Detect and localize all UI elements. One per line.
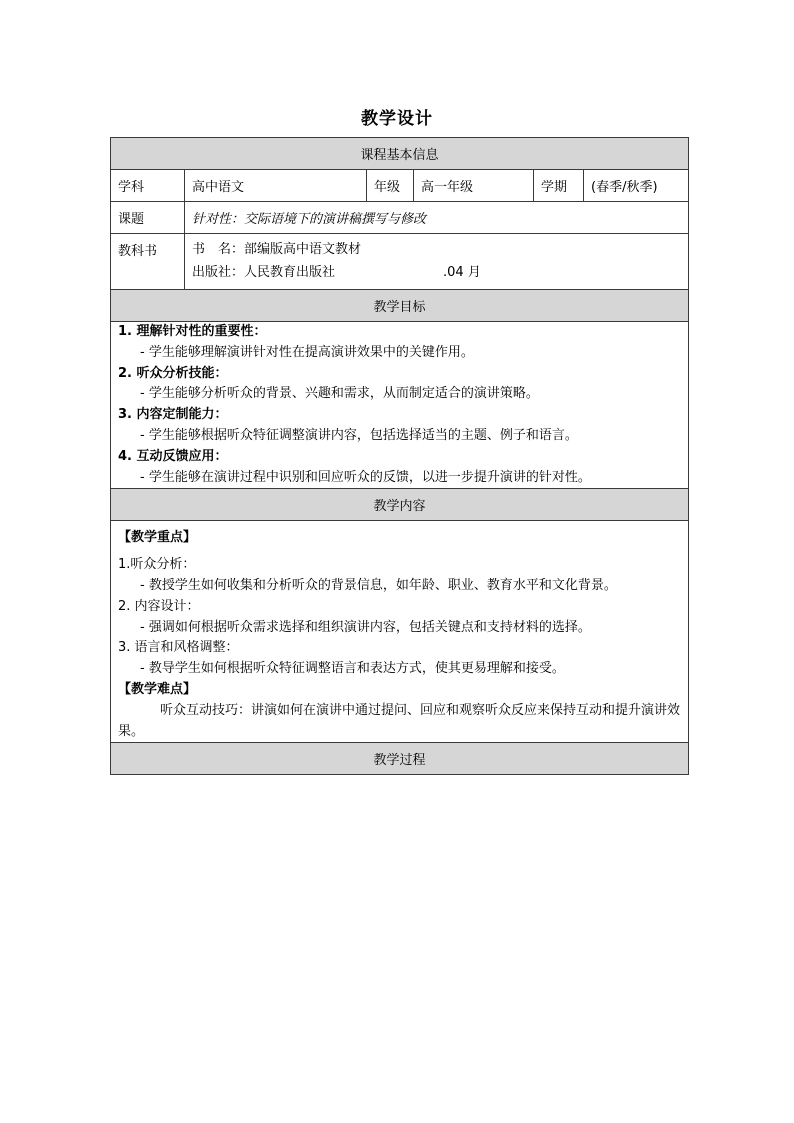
- difficulty-heading: 【教学难点】: [118, 681, 197, 697]
- key-point-title: 2. 内容设计：: [118, 598, 200, 614]
- key-point-detail: - 强调如何根据听众需求选择和组织演讲内容，包括关键点和支持材料的选择。: [140, 619, 591, 635]
- key-point-detail: - 教授学生如何收集和分析听众的背景信息，如年龄、职业、教育水平和文化背景。: [140, 577, 617, 593]
- term-label: 学期: [534, 170, 584, 202]
- objectives-list: [111, 322, 689, 489]
- publisher-name: 出版社：人民教育出版社: [192, 265, 336, 280]
- key-points-heading: 【教学重点】: [118, 530, 197, 546]
- topic-label: 课题: [111, 202, 185, 234]
- term-value: (春季/秋季): [584, 170, 689, 202]
- objective-detail: - 学生能够分析听众的背景、兴趣和需求，从而制定适合的演讲策略。: [140, 386, 539, 402]
- section-header-process: 教学过程: [111, 743, 689, 775]
- textbook-row: [111, 234, 689, 290]
- content-body: [111, 521, 689, 743]
- publisher-line: [192, 261, 681, 284]
- objective-detail: - 学生能够根据听众特征调整演讲内容，包括选择适当的主题、例子和语言。: [140, 427, 578, 443]
- objective-title: 3. 内容定制能力：: [118, 407, 228, 423]
- objective-title: 1. 理解针对性的重要性：: [118, 324, 267, 339]
- grade-value: 高一年级: [414, 170, 534, 202]
- subject-value: 高中语文: [185, 170, 367, 202]
- section-header-objectives: 教学目标: [111, 290, 689, 322]
- grade-label: 年级: [367, 170, 414, 202]
- objective-title: 4. 互动反馈应用：: [118, 448, 228, 464]
- document-title: 教学设计: [361, 109, 433, 129]
- lesson-plan-table: [110, 137, 689, 775]
- publish-date: .04 月: [443, 265, 481, 280]
- key-point-detail: - 教导学生如何根据听众特征调整语言和表达方式，使其更易理解和接受。: [140, 661, 565, 677]
- book-name-line: 书 名：部编版高中语文教材: [192, 242, 362, 257]
- textbook-label: 教科书: [111, 234, 185, 290]
- objective-title: 2. 听众分析技能：: [118, 365, 228, 381]
- objective-detail: - 学生能够在演讲过程中识别和回应听众的反馈，以进一步提升演讲的针对性。: [140, 469, 591, 485]
- subject-label: 学科: [111, 170, 185, 202]
- section-header-content: 教学内容: [111, 489, 689, 521]
- subject-row: [111, 170, 689, 202]
- topic-value: 针对性：交际语境下的演讲稿撰写与修改: [185, 202, 689, 234]
- key-point-title: 1.听众分析：: [118, 557, 196, 573]
- objectives-row: [111, 322, 689, 489]
- topic-row: [111, 202, 689, 234]
- difficulty-text: 听众互动技巧：讲演如何在演讲中通过提问、回应和观察听众反应来保持互动和提升演讲效果。: [118, 702, 681, 739]
- textbook-info: [185, 234, 689, 290]
- key-point-title: 3. 语言和风格调整：: [118, 640, 239, 656]
- content-row: [111, 521, 689, 743]
- section-header-basic-info: 课程基本信息: [111, 138, 689, 170]
- objective-detail: - 学生能够理解演讲针对性在提高演讲效果中的关键作用。: [140, 344, 474, 360]
